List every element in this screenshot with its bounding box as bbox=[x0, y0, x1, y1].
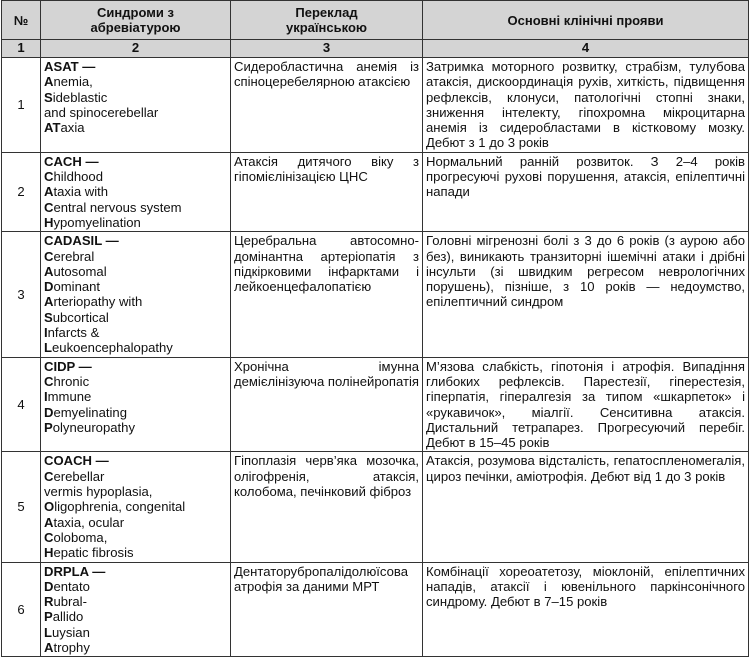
expansion-initial: A bbox=[44, 263, 54, 279]
syndrome-expansion-line bbox=[44, 530, 227, 545]
manifestations-cell: Головні мігренозні болі з 3 до 6 років (з аурою або без), виникають транзиторні ішемічні атаки і дрібні інсульти (зі швидким регресом неврологічних порушень), пізніше, з 10 років — недоумство, епілептичний синдром bbox=[423, 232, 749, 357]
expansion-rest: oloboma, bbox=[53, 529, 108, 545]
syndrome-expansion-line bbox=[44, 545, 227, 560]
expansion-rest: allido bbox=[52, 609, 84, 625]
expansion-rest: ominant bbox=[53, 279, 101, 295]
expansion-rest: ideblastic bbox=[52, 89, 108, 105]
expansion-initial: P bbox=[44, 609, 53, 625]
expansion-initial: S bbox=[44, 309, 53, 325]
header-num: № bbox=[2, 1, 41, 40]
expansion-initial: C bbox=[44, 169, 54, 185]
syndrome-expansion-line bbox=[44, 405, 227, 420]
table-row bbox=[2, 152, 749, 231]
expansion-initial: D bbox=[44, 578, 54, 594]
expansion-initial: L bbox=[44, 340, 52, 356]
syndrome-expansion-line bbox=[44, 484, 227, 499]
expansion-rest: trophy bbox=[53, 639, 90, 655]
syndrome-expansion-line bbox=[44, 374, 227, 389]
expansion-rest: taxia with bbox=[53, 184, 109, 200]
expansion-rest: taxia, ocular bbox=[53, 514, 125, 530]
expansion-initial: C bbox=[44, 373, 54, 389]
expansion-initial: C bbox=[44, 248, 54, 264]
expansion-rest: axia bbox=[60, 120, 85, 136]
expansion-initial: C bbox=[44, 468, 54, 484]
syndrome-expansion-line bbox=[44, 184, 227, 199]
expansion-initial: P bbox=[44, 419, 53, 435]
syndromes-table bbox=[1, 0, 749, 657]
syndrome-expansion-line bbox=[44, 120, 227, 135]
expansion-initial: I bbox=[44, 325, 48, 341]
expansion-initial: H bbox=[44, 545, 54, 561]
expansion-rest: ypomyelination bbox=[53, 214, 141, 230]
expansion-initial: L bbox=[44, 624, 52, 640]
expansion-initial: C bbox=[44, 529, 54, 545]
manifestations-cell: Нормальний ранній розвиток. З 2–4 років прогресуючі рухові порушення, атаксія, епілептичні напади bbox=[423, 152, 749, 231]
syndrome-expansion-line bbox=[44, 105, 227, 120]
syndrome-expansion-line bbox=[44, 325, 227, 340]
expansion-rest: emyelinating bbox=[53, 404, 127, 420]
syndrome-cell bbox=[41, 152, 231, 231]
manifestations-cell: М’язова слабкість, гіпотонія і атрофія. Випадіння глибоких рефлексів. Парестезії, гіперестезія, гіперпатія, гіпералгезія за типом «шкарпеток» і «рукавичок», міалгії. Сенситивна атаксія. Дистальний тетрапарез. Прогресуючий перебіг. Дебют в 15–45 років bbox=[423, 357, 749, 452]
col-number: 4 bbox=[423, 40, 749, 58]
expansion-initial: A bbox=[44, 639, 54, 655]
expansion-rest: nfarcts & bbox=[47, 325, 100, 341]
table-row bbox=[2, 232, 749, 357]
expansion-initial: A bbox=[44, 514, 54, 530]
syndrome-expansion-line bbox=[44, 294, 227, 309]
syndrome-abbreviation: CIDP — bbox=[44, 358, 92, 374]
syndrome-expansion-line bbox=[44, 200, 227, 215]
translation-cell: Сидеробластична анемія із спіноцеребелярною атаксією bbox=[231, 58, 423, 153]
manifestations-cell: Комбінації хореоатетозу, міоклоній, епілептичних нападів, атаксії і ювенільного паркінсонічного синдрому. Дебют в 7–15 років bbox=[423, 562, 749, 657]
column-number-row bbox=[2, 40, 749, 58]
translation-cell: Церебральна автосомно-домінантна артеріопатія з підкірковими інфарктами і лейкоенцефалопатією bbox=[231, 232, 423, 357]
expansion-rest: rteriopathy with bbox=[53, 294, 143, 310]
syndrome-expansion-line bbox=[44, 279, 227, 294]
col-number: 3 bbox=[231, 40, 423, 58]
translation-cell: Хронічна імунна демієлінізуюча полінейропатія bbox=[231, 357, 423, 452]
expansion-initial: C bbox=[44, 199, 54, 215]
expansion-rest: ubcortical bbox=[52, 309, 109, 325]
table-header-row bbox=[2, 1, 749, 40]
expansion-initial: D bbox=[44, 404, 54, 420]
row-number: 5 bbox=[2, 452, 41, 562]
expansion-initial: A bbox=[44, 294, 54, 310]
syndrome-expansion-line bbox=[44, 389, 227, 404]
expansion-rest: mmune bbox=[47, 389, 92, 405]
col-number: 1 bbox=[2, 40, 41, 58]
expansion-initial: R bbox=[44, 594, 54, 610]
expansion-rest: olyneuropathy bbox=[52, 419, 135, 435]
syndrome-abbreviation: COACH — bbox=[44, 453, 109, 469]
header-syndromes: Синдроми з абревіатурою bbox=[41, 1, 231, 40]
expansion-initial: S bbox=[44, 89, 53, 105]
syndrome-expansion-line bbox=[44, 515, 227, 530]
syndrome-cell bbox=[41, 58, 231, 153]
table-row bbox=[2, 58, 749, 153]
syndrome-expansion-line bbox=[44, 469, 227, 484]
expansion-rest: epatic fibrosis bbox=[53, 545, 134, 561]
expansion-initial: O bbox=[44, 499, 55, 515]
syndrome-expansion-line bbox=[44, 310, 227, 325]
expansion-initial: A bbox=[44, 184, 54, 200]
table-row bbox=[2, 562, 749, 657]
expansion-rest: erebral bbox=[53, 248, 95, 264]
expansion-rest: utosomal bbox=[53, 263, 107, 279]
expansion-rest: hildhood bbox=[53, 169, 103, 185]
syndrome-abbreviation: CACH — bbox=[44, 153, 99, 169]
expansion-rest: uysian bbox=[52, 624, 90, 640]
expansion-rest: ubral- bbox=[53, 594, 87, 610]
syndrome-abbreviation: DRPLA — bbox=[44, 563, 106, 579]
manifestations-cell: Атаксія, розумова відсталість, гепатоспленомегалія, цироз печінки, аміотрофія. Дебют від 1 до 3 років bbox=[423, 452, 749, 562]
syndrome-cell bbox=[41, 452, 231, 562]
table-body bbox=[2, 58, 749, 657]
syndrome-expansion-line bbox=[44, 420, 227, 435]
syndrome-cell bbox=[41, 232, 231, 357]
syndrome-expansion-line bbox=[44, 264, 227, 279]
expansion-rest: nemia, bbox=[53, 74, 93, 90]
expansion-rest: entato bbox=[53, 578, 90, 594]
expansion-rest: hronic bbox=[53, 373, 90, 389]
translation-cell: Атаксія дитячого віку з гіпомієлінізацією ЦНС bbox=[231, 152, 423, 231]
syndrome-expansion-line bbox=[44, 340, 227, 355]
syndrome-abbreviation: CADASIL — bbox=[44, 233, 119, 249]
row-number: 4 bbox=[2, 357, 41, 452]
syndrome-expansion-line bbox=[44, 499, 227, 514]
expansion-rest: vermis hypoplasia, bbox=[44, 484, 153, 500]
expansion-rest: erebellar bbox=[53, 468, 105, 484]
header-translation: Переклад українською bbox=[231, 1, 423, 40]
expansion-rest: entral nervous system bbox=[53, 199, 182, 215]
syndrome-expansion-line bbox=[44, 579, 227, 594]
syndrome-expansion-line bbox=[44, 90, 227, 105]
expansion-initial: I bbox=[44, 389, 48, 405]
syndrome-cell bbox=[41, 357, 231, 452]
syndrome-expansion-line bbox=[44, 249, 227, 264]
row-number: 2 bbox=[2, 152, 41, 231]
expansion-initial: D bbox=[44, 279, 54, 295]
syndrome-expansion-line bbox=[44, 594, 227, 609]
syndrome-expansion-line bbox=[44, 640, 227, 655]
row-number: 6 bbox=[2, 562, 41, 657]
table-row bbox=[2, 452, 749, 562]
syndrome-abbreviation: ASAT — bbox=[44, 59, 96, 74]
row-number: 1 bbox=[2, 58, 41, 153]
header-manifestations: Основні клінічні прояви bbox=[423, 1, 749, 40]
manifestations-cell: Затримка моторного розвитку, страбізм, тулубова атаксія, дискоординація рухів, хиткість, підвищення рефлексів, клонуси, патологічні стопні знаки, зниження інтелекту, гіпохромна мікроцитарна анемія із сидеробластами в кістковому мозку. Дебют з 1 до 3 років bbox=[423, 58, 749, 153]
expansion-initial: AT bbox=[44, 120, 61, 136]
expansion-rest: ligophrenia, congenital bbox=[54, 499, 186, 515]
col-number: 2 bbox=[41, 40, 231, 58]
translation-cell: Дентаторубропалідолюїсова атрофія за даними МРТ bbox=[231, 562, 423, 657]
table-row bbox=[2, 357, 749, 452]
syndrome-expansion-line bbox=[44, 609, 227, 624]
row-number: 3 bbox=[2, 232, 41, 357]
translation-cell: Гіпоплазія черв’яка мозочка, олігофренія, атаксія, колобома, печінковий фіброз bbox=[231, 452, 423, 562]
expansion-initial: A bbox=[44, 74, 54, 90]
expansion-rest: and spinocerebellar bbox=[44, 104, 159, 120]
syndrome-expansion-line bbox=[44, 74, 227, 89]
syndrome-expansion-line bbox=[44, 625, 227, 640]
expansion-rest: eukoencephalopathy bbox=[52, 340, 173, 356]
syndrome-expansion-line bbox=[44, 215, 227, 230]
syndrome-expansion-line bbox=[44, 169, 227, 184]
syndrome-cell bbox=[41, 562, 231, 657]
expansion-initial: H bbox=[44, 214, 54, 230]
